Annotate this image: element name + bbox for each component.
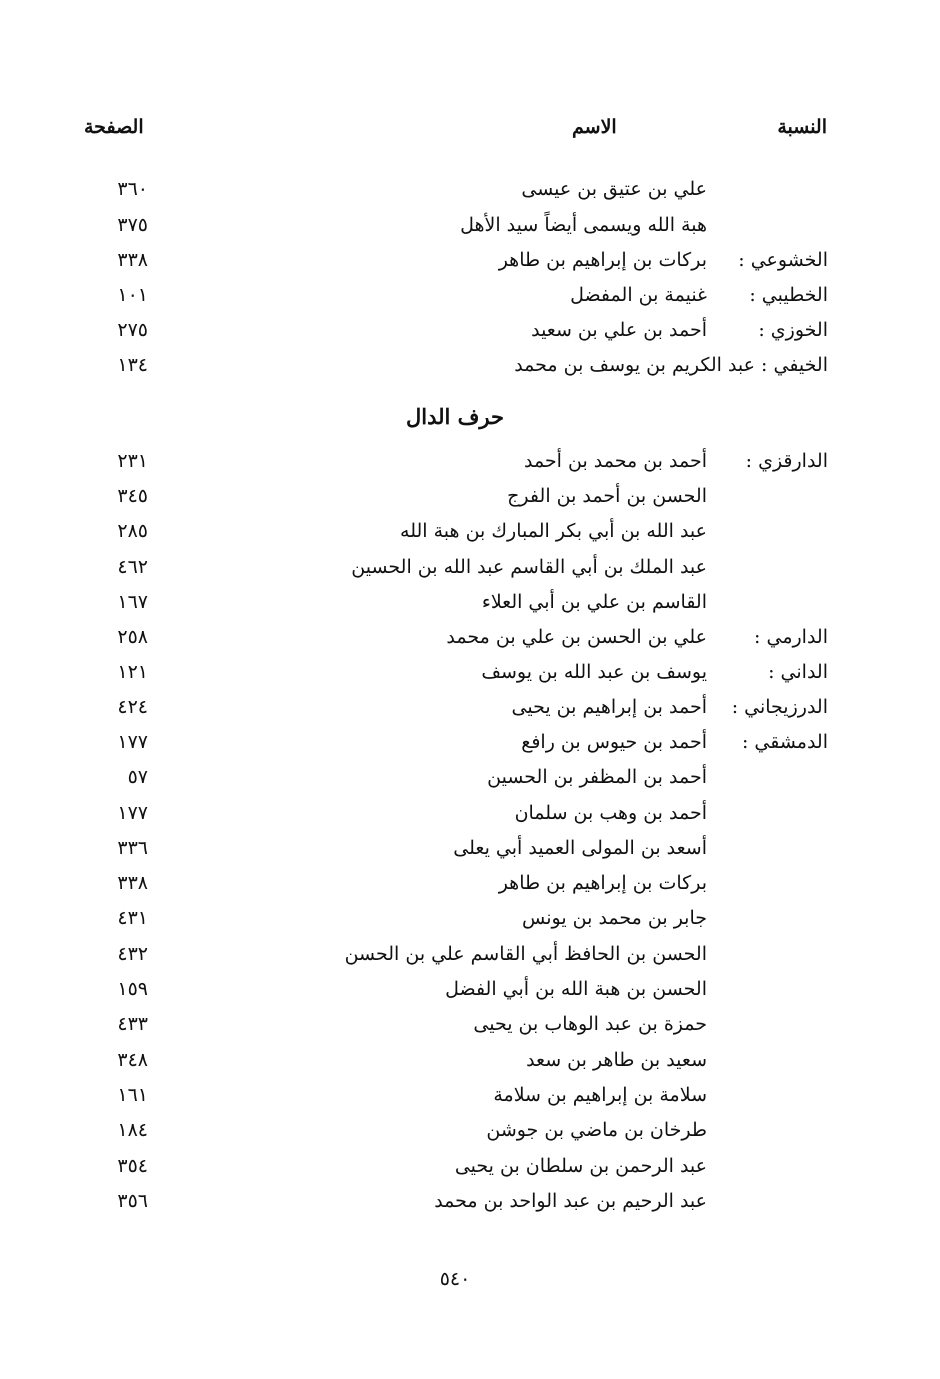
index-row (0, 766, 940, 802)
index-row (0, 591, 940, 627)
page-number: ٣٤٥ (117, 485, 148, 507)
index-row (0, 1119, 940, 1155)
person-name: علي بن الحسن بن علي بن محمد (446, 626, 707, 648)
person-name: بركات بن إبراهيم بن طاهر (498, 249, 707, 271)
index-row (0, 626, 940, 662)
person-name: الحسن بن هبة الله بن أبي الفضل (445, 978, 707, 1000)
page-number: ١٦١ (117, 1084, 148, 1106)
nisba-label: الخشوعي : (738, 249, 828, 271)
index-row (0, 661, 940, 697)
person-name: أسعد بن المولى العميد أبي يعلى (453, 837, 707, 859)
page-number: ٤٢٤ (117, 696, 148, 718)
page-number: ٢٣١ (117, 450, 148, 472)
person-name: أحمد بن حيوس بن رافع (521, 731, 707, 753)
person-name: يوسف بن عبد الله بن يوسف (481, 661, 707, 683)
person-name: أحمد بن وهب بن سلمان (514, 802, 707, 824)
column-header-page: الصفحة (84, 116, 144, 138)
index-row (0, 284, 940, 320)
person-name: طرخان بن ماضي بن جوشن (486, 1119, 707, 1141)
person-name: أحمد بن المظفر بن الحسين (487, 766, 707, 788)
page-number: ٢٧٥ (117, 319, 148, 341)
nisba-label: الخوزي : (758, 319, 828, 341)
person-name: غنيمة بن المفضل (570, 284, 707, 306)
index-row (0, 1190, 940, 1226)
page-number: ١٠١ (117, 284, 148, 306)
section-title: حرف الدال (406, 404, 504, 429)
person-name: عبد الملك بن أبي القاسم عبد الله بن الحسين (351, 556, 707, 578)
page-number: ٥٧ (127, 766, 148, 788)
page-number: ٣٧٥ (117, 214, 148, 236)
index-row (0, 450, 940, 486)
page-number: ٣٣٨ (117, 872, 148, 894)
column-header-nisba: النسبة (777, 116, 827, 138)
index-row (0, 1155, 940, 1191)
index-row (0, 485, 940, 521)
person-name: عبد الرحمن بن سلطان بن يحيى (454, 1155, 707, 1177)
index-row (0, 319, 940, 355)
page-number: ١٧٧ (117, 802, 148, 824)
page-number: ٣٥٤ (117, 1155, 148, 1177)
index-row (0, 214, 940, 250)
person-name: هبة الله ويسمى أيضاً سيد الأهل (460, 214, 707, 236)
person-name: علي بن عتيق بن عيسى (521, 178, 707, 200)
page-number: ١٧٧ (117, 731, 148, 753)
page-number: ٣٣٨ (117, 249, 148, 271)
index-row (0, 872, 940, 908)
person-name: بركات بن إبراهيم بن طاهر (498, 872, 707, 894)
page-number: ١٦٧ (117, 591, 148, 613)
page-number: ١٢١ (117, 661, 148, 683)
page-number: ٣٥٦ (117, 1190, 148, 1212)
index-row (0, 178, 940, 214)
person-name: أحمد بن إبراهيم بن يحيى (511, 696, 707, 718)
index-row (0, 520, 940, 556)
index-row (0, 943, 940, 979)
page-number: ٣٣٦ (117, 837, 148, 859)
person-name: عبد الرحيم بن عبد الواحد بن محمد (434, 1190, 707, 1212)
page-number: ٤٦٢ (117, 556, 148, 578)
page-number: ٤٣١ (117, 907, 148, 929)
nisba-label: الخيفي : عبد الكريم بن يوسف بن محمد (514, 354, 828, 376)
index-row (0, 556, 940, 592)
page-folio-number: ٥٤٠ (439, 1268, 471, 1290)
page-number: ١٥٩ (117, 978, 148, 1000)
person-name: عبد الله بن أبي بكر المبارك بن هبة الله (400, 520, 707, 542)
page-number: ٤٣٢ (117, 943, 148, 965)
index-row (0, 802, 940, 838)
nisba-label: الداني : (768, 661, 828, 683)
nisba-label: الدارمي : (754, 626, 828, 648)
page-number: ٣٤٨ (117, 1049, 148, 1071)
index-row (0, 1013, 940, 1049)
page-number: ١٨٤ (117, 1119, 148, 1141)
person-name: الحسن بن الحافظ أبي القاسم علي بن الحسن (344, 943, 707, 965)
page-number: ٢٥٨ (117, 626, 148, 648)
index-row (0, 1049, 940, 1085)
index-row (0, 354, 940, 390)
column-header-name: الاسم (572, 116, 617, 138)
nisba-label: الدرزيجاني : (731, 696, 828, 718)
person-name: جابر بن محمد بن يونس (522, 907, 707, 929)
index-row (0, 1084, 940, 1120)
index-row (0, 978, 940, 1014)
person-name: الحسن بن أحمد بن الفرج (507, 485, 707, 507)
nisba-label: الدارقزي : (745, 450, 828, 472)
nisba-label: الخطيبي : (749, 284, 828, 306)
person-name: سعيد بن طاهر بن سعد (526, 1049, 707, 1071)
person-name: حمزة بن عبد الوهاب بن يحيى (473, 1013, 707, 1035)
person-name: أحمد بن محمد بن أحمد (523, 450, 707, 472)
index-row (0, 731, 940, 767)
index-row (0, 907, 940, 943)
index-row (0, 249, 940, 285)
person-name: سلامة بن إبراهيم بن سلامة (493, 1084, 707, 1106)
page-number: ٤٣٣ (117, 1013, 148, 1035)
page-number: ٣٦٠ (117, 178, 148, 200)
person-name: القاسم بن علي بن أبي العلاء (481, 591, 707, 613)
page-number: ٢٨٥ (117, 520, 148, 542)
nisba-label: الدمشقي : (741, 731, 828, 753)
person-name: أحمد بن علي بن سعيد (531, 319, 707, 341)
index-row (0, 696, 940, 732)
index-row (0, 837, 940, 873)
page-number: ١٣٤ (117, 354, 148, 376)
